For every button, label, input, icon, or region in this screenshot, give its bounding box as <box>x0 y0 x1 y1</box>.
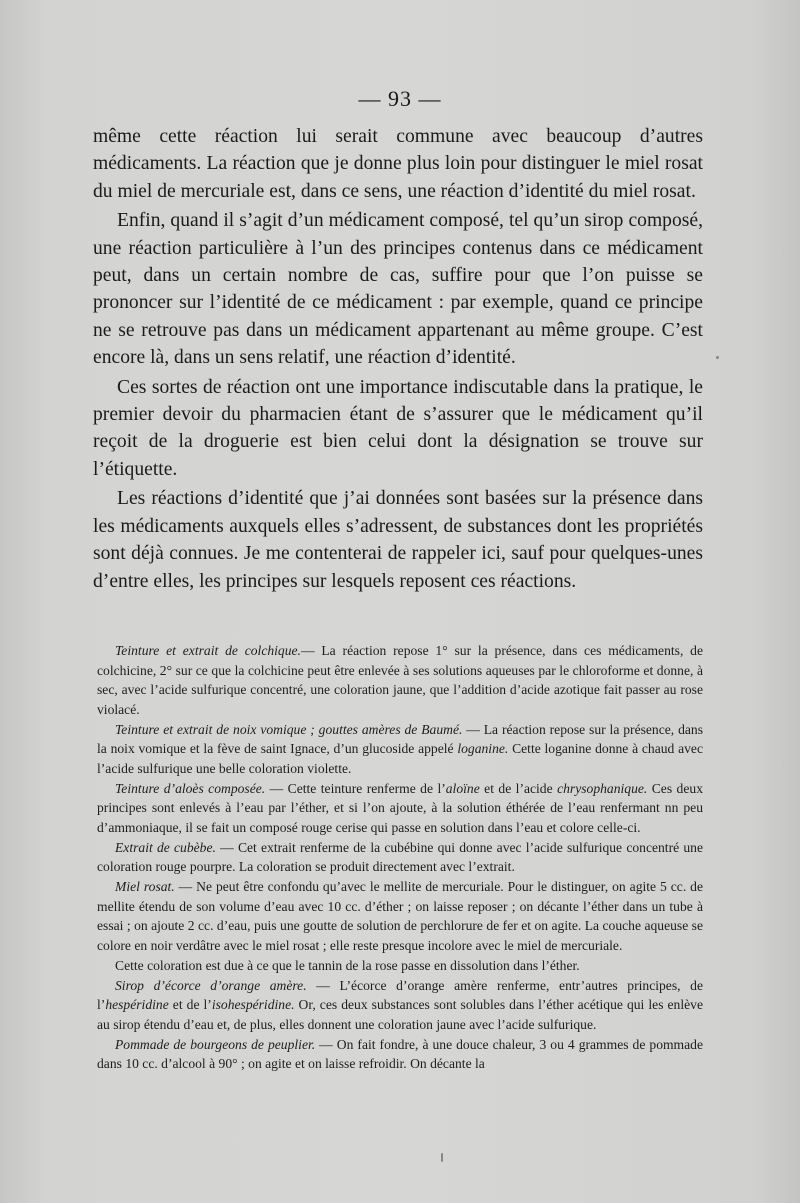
note-text: Ces deux principes sont enlevés à l’eau par l’éther, et si l’on ajoute, à la solution éthérée de l’eau renfermant nn peu d’ammoniaque, il se fait un composé rouge cerise qui passe en solution dans l’eau et colore celle-ci. <box>97 780 703 835</box>
body-paragraph: Ces sortes de réaction ont une importance indiscutable dans la pratique, le premier devoir du pharmacien étant de s’assurer que le médicament qu’il reçoit de la droguerie est bien celui dont la désignation se trouve sur l’étiquette. <box>93 376 703 480</box>
note-paragraph <box>97 976 703 1035</box>
note-title: Pommade de bourgeons de peuplier. <box>115 1036 316 1052</box>
body-paragraph: même cette réaction lui serait commune avec beaucoup d’autres médicaments. La réaction que je donne plus loin pour distinguer le miel rosat du miel de mercuriale est, dans ce sens, une réaction d’identité du miel rosat. <box>93 126 703 202</box>
main-body-text <box>93 123 703 595</box>
note-paragraph <box>97 641 703 719</box>
note-text: — Ne peut être confondu qu’avec le mellite de mercuriale. Pour le distinguer, on agite 5 cc. de mellite étendu de son volume d’eau avec 10 cc. d’éther ; on laisse reposer ; on décante l’éther dans un tube à essai ; on ajoute 2 cc. d’eau, puis une goutte de solution de perchlorure de fer et on agite. La couche aqueuse se colore en noir verdâtre avec le miel rosat ; elle reste presque incolore avec le miel de mercuriale. <box>97 879 703 953</box>
note-italic-term: isohespéridine. <box>211 997 295 1012</box>
note-text: — Cette teinture renferme de l’ <box>265 780 446 796</box>
note-paragraph <box>97 838 703 877</box>
page-number: — 93 — <box>358 86 442 111</box>
scan-speck <box>441 1153 443 1162</box>
note-title: Teinture et extrait de noix vomique ; gouttes amères de Baumé. <box>115 721 463 737</box>
note-italic-term: hespéridine <box>105 997 169 1012</box>
note-italic-term: aloïne <box>445 780 480 796</box>
body-paragraph: Les réactions d’identité que j’ai données sont basées sur la présence dans les médicaments auxquels elles s’adressent, de substances dont les propriétés sont déjà connues. Je me contenterai de rappeler ici, sauf pour quelques-unes d’entre elles, les principes sur lesquels reposent ces réactions. <box>93 488 703 592</box>
note-paragraph <box>97 720 703 779</box>
note-text: — La réaction repose 1° sur la présence, dans ces médicaments, de colchicine, 2° sur ce que la colchicine peut être enlevée à ses solutions aqueuses par le chloroforme et donne, à sec, avec l’acide sulfurique concentré, une coloration jaune, que l’addition d’acide azotique fait passer au rose violacé. <box>97 643 703 717</box>
note-text: — La réaction repose sur la présence, dans la noix vomique et la fève de saint Ignace, d’un glucoside appelé <box>97 721 704 756</box>
note-paragraph <box>97 1035 703 1074</box>
note-paragraph <box>97 956 703 976</box>
note-paragraph <box>97 779 703 838</box>
note-italic-term: loganine. <box>457 741 509 756</box>
note-title: Sirop d’écorce d’orange amère. <box>115 977 307 993</box>
note-title: Teinture d’aloès composée. <box>115 780 266 796</box>
note-text: — Cet extrait renferme de la cubébine qui donne avec l’acide sulfurique concentré une coloration rouge pourpre. La coloration se produit directement avec l’extrait. <box>97 839 703 874</box>
note-title: Teinture et extrait de colchique. <box>115 643 301 658</box>
body-paragraph: Enfin, quand il s’agit d’un médicament composé, tel qu’un sirop composé, une réaction particulière à l’un des principes contenus dans ce médicament peut, dans un certain nombre de cas, suffire pour que l’on puisse se prononcer sur l’identité de ce médicament : par exemple, quand ce principe ne se retrouve pas dans un médicament appartenant au même groupe. C’est encore là, dans un sens relatif, une réaction d’identité. <box>93 210 703 369</box>
note-title: Extrait de cubèbe. <box>115 839 216 855</box>
note-text: — L’écorce d’orange amère renferme, entr’autres principes, de l’ <box>97 977 703 1012</box>
note-text: Cette loganine donne à chaud avec l’acide sulfurique une belle coloration violette. <box>97 741 703 776</box>
note-title: Miel rosat. <box>115 879 175 894</box>
scan-speck <box>716 356 719 359</box>
note-text: Or, ces deux substances sont solubles dans l’éther acétique qui les enlève au sirop étendu d’eau et, de plus, elles donnent une coloration jaune avec l’acide sulfurique. <box>97 997 703 1032</box>
note-text: Cette coloration est due à ce que le tannin de la rose passe en dissolution dans l’éther. <box>115 957 580 973</box>
note-paragraph <box>97 877 703 955</box>
note-text: et de l’acide <box>479 780 558 796</box>
reaction-notes <box>97 641 703 1074</box>
note-italic-term: chrysophanique. <box>557 780 648 796</box>
note-text: et de l’ <box>168 997 212 1012</box>
note-text: — On fait fondre, à une douce chaleur, 3 ou 4 grammes de pommade dans 10 cc. d’alcool à 90° ; on agite et on laisse refroidir. On décante la <box>97 1036 703 1071</box>
